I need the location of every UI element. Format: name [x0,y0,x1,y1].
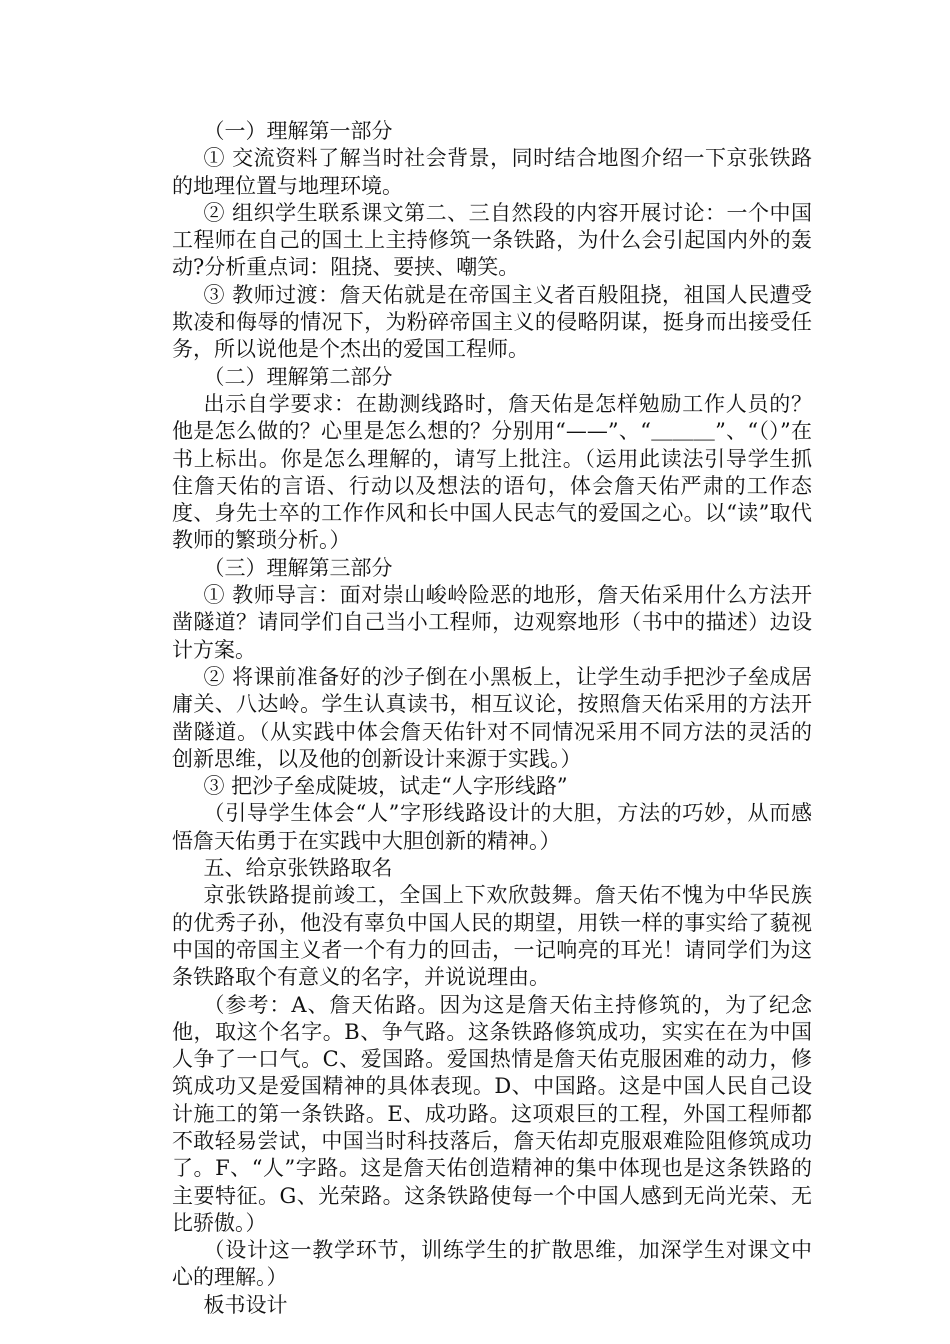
section5-paragraph-1: 京张铁路提前竣工，全国上下欢欣鼓舞。詹天佑不愧为中华民族的优秀子孙，他没有辜负中国人民的期望，用铁一样的事实给了藐视中国的帝国主义者一个有力的回击，一记响亮的耳光！请同学们为这条铁路取个有意义的名字，并说说理由。 [172,883,812,990]
section5-paragraph-4: 板书设计 [203,1292,288,1317]
section3-paragraph-4: （引导学生体会“人”字形线路设计的大胆，方法的巧妙，从而感悟詹天佑勇于在实践中大胆创新的精神。） [172,801,812,853]
section1-heading: （一）理解第一部分 [203,119,393,143]
section3-paragraph-1: ① 教师导言：面对崇山峻岭险恶的地形，詹天佑采用什么方法开凿隧道？请同学们自己当小工程师，边观察地形（书中的描述）边设计方案。 [172,583,812,662]
section3-paragraph-3: ③ 把沙子垒成陡坡，试走“人字形线路” [203,774,568,799]
section1-paragraph-2: ② 组织学生联系课文第二、三自然段的内容开展讨论：一个中国工程师在自己的国土上主持修筑一条铁路，为什么会引起国内外的轰动?分析重点词：阻挠、要挟、嘲笑。 [172,200,812,280]
section5-paragraph-3: （设计这一教学环节，训练学生的扩散思维，加深学生对课文中心的理解。） [172,1238,812,1290]
section2-paragraph-1: 出示自学要求：在勘测线路时，詹天佑是怎样勉励工作人员的？他是怎么做的？心里是怎么想的？分别用“——”、“＿＿＿”、“（）”在书上标出。你是怎么理解的，请写上批注。（运用此读法引导学生抓住詹天佑的言语、行动以及想法的语句，体会詹天佑严肃的工作态度、身先士卒的工作作风和长中国人民志气的爱国之心。以“读”取代教师的繁琐分析。） [172,391,812,553]
section5-paragraph-2: （参考：A、詹天佑路。因为这是詹天佑主持修筑的，为了纪念他，取这个名字。B、争气路。这条铁路修筑成功，实实在在为中国人争了一口气。C、爱国路。爱国热情是詹天佑克服困难的动力，修筑成功又是爱国精神的具体表现。D、中国路。这是中国人民自己设计施工的第一条铁路。E、成功路。这项艰巨的工程，外国工程师都不敢轻易尝试，中国当时科技落后，詹天佑却克服艰难险阻修筑成功了。F、“人”字路。这是詹天佑创造精神的集中体现也是这条铁路的主要特征。G、光荣路。这条铁路使每一个中国人感到无尚光荣、无比骄傲。） [172,992,812,1235]
section3-heading: （三）理解第三部分 [203,555,393,580]
section3-paragraph-2: ② 将课前准备好的沙子倒在小黑板上，让学生动手把沙子垒成居庸关、八达岭。学生认真读书，相互议论，按照詹天佑采用的方法开凿隧道。（从实践中体会詹天佑针对不同情况采用不同方法的灵活的创新思维，以及他的创新设计来源于实践。） [172,664,812,771]
document-page [172,118,812,1319]
section2-heading: （二）理解第二部分 [203,364,393,389]
section5-heading: 五、给京张铁路取名 [203,856,393,881]
section1-paragraph-1: ① 交流资料了解当时社会背景，同时结合地图介绍一下京张铁路的地理位置与地理环境。 [172,146,812,198]
section1-paragraph-3: ③ 教师过渡：詹天佑就是在帝国主义者百般阻挠，祖国人民遭受欺凌和侮辱的情况下，为粉碎帝国主义的侵略阴谋，挺身而出接受任务，所以说他是个杰出的爱国工程师。 [172,282,812,362]
